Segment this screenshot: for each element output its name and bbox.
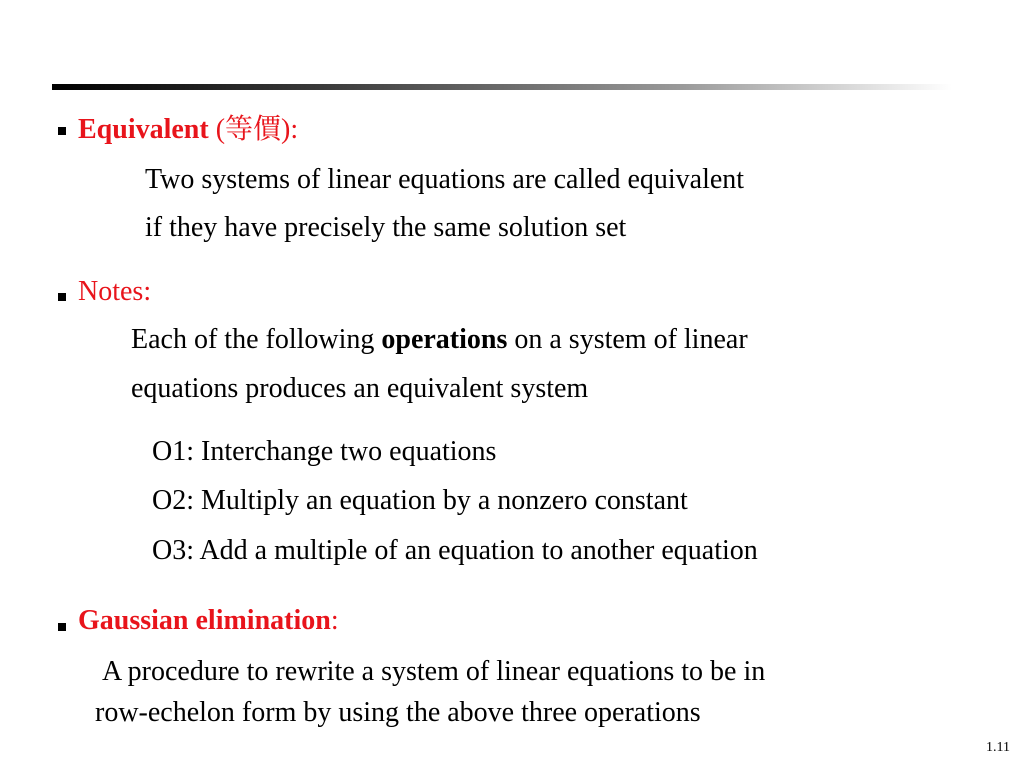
title-divider (52, 84, 952, 90)
equivalent-definition-line-1: Two systems of linear equations are called equivalent (145, 164, 745, 195)
slide-number: 1.11 (986, 740, 1010, 755)
bullet-square-icon (58, 623, 66, 631)
heading-gaussian-term: Gaussian elimination (78, 605, 331, 636)
bullet-square-icon (58, 127, 66, 135)
gaussian-definition-line-2: row-echelon form by using the above three operations (95, 697, 701, 728)
heading-gaussian-elimination (78, 605, 339, 637)
notes-operations-term: operations (381, 324, 508, 355)
heading-equivalent-suffix: (等價): (208, 114, 299, 145)
notes-line-2: equations produces an equivalent system (131, 373, 589, 404)
operation-o2: O2: Multiply an equation by a nonzero constant (152, 485, 688, 516)
heading-gaussian-suffix: : (330, 605, 339, 636)
heading-notes: Notes: (78, 276, 152, 307)
gaussian-definition-line-1: A procedure to rewrite a system of linear equations to be in (102, 656, 766, 687)
heading-equivalent (78, 114, 298, 146)
operation-o1: O1: Interchange two equations (152, 436, 497, 467)
notes-line-1 (131, 324, 748, 356)
notes-line-1-before: Each of the following (131, 324, 382, 355)
operation-o3: O3: Add a multiple of an equation to another equation (152, 535, 758, 566)
equivalent-definition-line-2: if they have precisely the same solution set (145, 212, 627, 243)
bullet-square-icon (58, 293, 66, 301)
heading-equivalent-term: Equivalent (78, 114, 209, 145)
notes-line-1-after: on a system of linear (507, 324, 748, 355)
